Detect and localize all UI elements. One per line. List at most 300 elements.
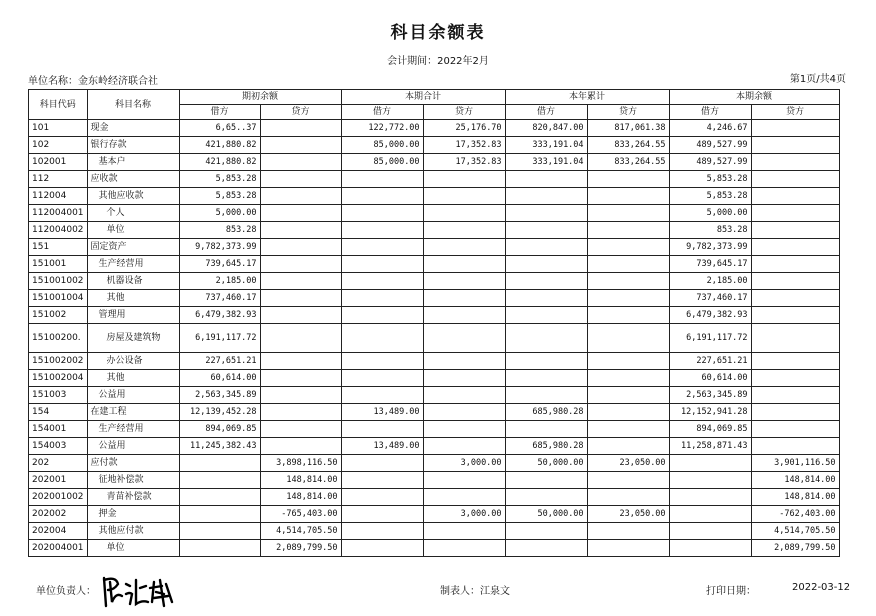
table-row [29, 171, 840, 188]
cell-cp-c [423, 353, 505, 370]
table-row [29, 421, 840, 438]
cell-yt-c [587, 239, 669, 256]
cell-cp-d [341, 506, 423, 523]
cell-yt-c: 817,061.38 [587, 120, 669, 137]
cell-yt-d [505, 523, 587, 540]
cell-cb-c [751, 290, 839, 307]
cell-yt-d: 685,980.28 [505, 438, 587, 455]
cell-cb-c [751, 154, 839, 171]
cell-ob-d: 11,245,382.43 [179, 438, 260, 455]
cell-cp-d [341, 188, 423, 205]
table-row [29, 154, 840, 171]
cell-yt-c: 23,050.00 [587, 455, 669, 472]
cell-cb-d [669, 455, 751, 472]
cell-code: 202002 [29, 506, 88, 523]
cell-cb-c: 148,814.00 [751, 489, 839, 506]
table-row [29, 489, 840, 506]
cell-name: 银行存款 [87, 137, 179, 154]
cell-name: 其他 [87, 370, 179, 387]
cell-cp-c [423, 540, 505, 557]
cell-yt-d [505, 188, 587, 205]
cell-cp-c [423, 222, 505, 239]
cell-cb-d [669, 506, 751, 523]
cell-ob-d [179, 455, 260, 472]
cell-cp-c [423, 523, 505, 540]
cell-yt-c [587, 523, 669, 540]
cell-yt-d [505, 370, 587, 387]
cell-name: 青苗补偿款 [87, 489, 179, 506]
cell-cp-c [423, 188, 505, 205]
header-debit: 借方 [179, 105, 260, 120]
cell-ob-d: 737,460.17 [179, 290, 260, 307]
cell-yt-d [505, 472, 587, 489]
cell-name: 管理用 [87, 307, 179, 324]
cell-ob-d: 739,645.17 [179, 256, 260, 273]
cell-ob-c [260, 307, 341, 324]
cell-code: 151001 [29, 256, 88, 273]
cell-ob-d [179, 489, 260, 506]
table-row [29, 540, 840, 557]
header-credit: 贷方 [751, 105, 839, 120]
header-code: 科目代码 [29, 90, 88, 120]
cell-cb-c [751, 171, 839, 188]
cell-cb-d: 6,479,382.93 [669, 307, 751, 324]
cell-yt-c [587, 353, 669, 370]
cell-cb-d: 11,258,871.43 [669, 438, 751, 455]
cell-cp-d [341, 353, 423, 370]
handwritten-signature [100, 572, 180, 612]
cell-yt-d [505, 324, 587, 353]
cell-cp-c [423, 438, 505, 455]
cell-cp-c [423, 324, 505, 353]
table-row [29, 290, 840, 307]
cell-cb-c [751, 307, 839, 324]
cell-ob-c [260, 324, 341, 353]
table-row [29, 455, 840, 472]
cell-ob-c: 148,814.00 [260, 489, 341, 506]
cell-yt-c: 23,050.00 [587, 506, 669, 523]
cell-cb-c [751, 421, 839, 438]
cell-ob-c [260, 120, 341, 137]
cell-ob-d: 421,880.82 [179, 137, 260, 154]
cell-ob-d [179, 506, 260, 523]
cell-cb-d: 489,527.99 [669, 137, 751, 154]
cell-ob-c [260, 421, 341, 438]
cell-code: 151003 [29, 387, 88, 404]
cell-name: 其他 [87, 290, 179, 307]
cell-ob-c [260, 171, 341, 188]
cell-cp-c [423, 404, 505, 421]
cell-code: 151002002 [29, 353, 88, 370]
cell-cp-c: 25,176.70 [423, 120, 505, 137]
cell-code: 151001004 [29, 290, 88, 307]
cell-ob-d [179, 523, 260, 540]
cell-cp-c [423, 421, 505, 438]
cell-cp-c [423, 239, 505, 256]
cell-cp-d [341, 324, 423, 353]
cell-cp-d [341, 540, 423, 557]
cell-cb-d: 12,152,941.28 [669, 404, 751, 421]
cell-ob-d: 6,65..37 [179, 120, 260, 137]
table-row [29, 239, 840, 256]
cell-ob-d [179, 472, 260, 489]
cell-yt-c [587, 387, 669, 404]
cell-cb-c [751, 273, 839, 290]
cell-name: 固定资产 [87, 239, 179, 256]
cell-ob-c: -765,403.00 [260, 506, 341, 523]
cell-code: 102 [29, 137, 88, 154]
cell-code: 15100200. [29, 324, 88, 353]
cell-ob-c [260, 154, 341, 171]
table-row [29, 506, 840, 523]
balance-table [28, 89, 840, 557]
cell-yt-d [505, 239, 587, 256]
header-credit: 贷方 [260, 105, 341, 120]
cell-code: 151001002 [29, 273, 88, 290]
cell-cp-d [341, 370, 423, 387]
cell-yt-d [505, 205, 587, 222]
cell-yt-d [505, 540, 587, 557]
table-row [29, 188, 840, 205]
cell-cb-d: 489,527.99 [669, 154, 751, 171]
cell-yt-d [505, 256, 587, 273]
cell-cp-c [423, 307, 505, 324]
cell-cp-c: 3,000.00 [423, 455, 505, 472]
cell-cp-d [341, 222, 423, 239]
cell-yt-d [505, 387, 587, 404]
cell-ob-c [260, 256, 341, 273]
cell-cp-c [423, 171, 505, 188]
cell-cb-c [751, 370, 839, 387]
table-row [29, 205, 840, 222]
cell-cp-d: 13,489.00 [341, 438, 423, 455]
cell-name: 个人 [87, 205, 179, 222]
cell-name: 单位 [87, 222, 179, 239]
cell-cp-d: 85,000.00 [341, 154, 423, 171]
cell-cb-c [751, 438, 839, 455]
cell-ob-c [260, 290, 341, 307]
cell-yt-d: 333,191.04 [505, 137, 587, 154]
cell-ob-d: 227,651.21 [179, 353, 260, 370]
table-row [29, 472, 840, 489]
table-row [29, 387, 840, 404]
cell-name: 机器设备 [87, 273, 179, 290]
cell-yt-d: 50,000.00 [505, 506, 587, 523]
header-debit: 借方 [669, 105, 751, 120]
cell-cb-d: 739,645.17 [669, 256, 751, 273]
header-current: 本期合计 [341, 90, 505, 105]
cell-code: 154 [29, 404, 88, 421]
cell-yt-c [587, 540, 669, 557]
cell-code: 102001 [29, 154, 88, 171]
cell-name: 征地补偿款 [87, 472, 179, 489]
report-title: 科目余额表 [390, 23, 486, 43]
cell-name: 基本户 [87, 154, 179, 171]
cell-cb-d: 2,185.00 [669, 273, 751, 290]
cell-yt-d [505, 421, 587, 438]
cell-cb-d: 853.28 [669, 222, 751, 239]
header-ytd: 本年累计 [505, 90, 669, 105]
cell-code: 154003 [29, 438, 88, 455]
cell-name: 生产经营用 [87, 421, 179, 438]
cell-cp-c [423, 489, 505, 506]
cell-ob-c [260, 387, 341, 404]
accounting-period: 会计期间：2022年2月 [387, 56, 489, 67]
table-row [29, 324, 840, 353]
cell-ob-d: 6,479,382.93 [179, 307, 260, 324]
cell-cb-c [751, 404, 839, 421]
header-opening: 期初余额 [179, 90, 341, 105]
header-debit: 借方 [341, 105, 423, 120]
cell-ob-c: 148,814.00 [260, 472, 341, 489]
table-row [29, 222, 840, 239]
cell-ob-c [260, 205, 341, 222]
table-body [29, 120, 840, 557]
cell-yt-c [587, 205, 669, 222]
cell-code: 202004 [29, 523, 88, 540]
cell-ob-c [260, 188, 341, 205]
cell-yt-c: 833,264.55 [587, 154, 669, 171]
cell-name: 押金 [87, 506, 179, 523]
cell-ob-c [260, 404, 341, 421]
cell-cb-c [751, 222, 839, 239]
cell-yt-c [587, 171, 669, 188]
header-debit: 借方 [505, 105, 587, 120]
cell-ob-d: 2,563,345.89 [179, 387, 260, 404]
cell-yt-d [505, 307, 587, 324]
cell-ob-c: 2,089,799.50 [260, 540, 341, 557]
cell-yt-c [587, 273, 669, 290]
cell-ob-c: 3,898,116.50 [260, 455, 341, 472]
cell-yt-c [587, 438, 669, 455]
cell-code: 151002004 [29, 370, 88, 387]
print-date-label: 打印日期： [706, 586, 756, 597]
cell-yt-c [587, 307, 669, 324]
print-date: 2022-03-12 [792, 582, 851, 593]
cell-cb-d [669, 540, 751, 557]
cell-name: 生产经营用 [87, 256, 179, 273]
cell-name: 其他应付款 [87, 523, 179, 540]
cell-cp-d [341, 273, 423, 290]
cell-cb-d [669, 489, 751, 506]
cell-cp-d [341, 171, 423, 188]
cell-ob-d: 9,782,373.99 [179, 239, 260, 256]
cell-ob-c [260, 137, 341, 154]
cell-code: 151002 [29, 307, 88, 324]
cell-yt-d [505, 290, 587, 307]
cell-cp-d [341, 256, 423, 273]
leader-label: 单位负责人： [36, 586, 96, 597]
table-row [29, 438, 840, 455]
table-row [29, 137, 840, 154]
cell-cp-c: 17,352.83 [423, 154, 505, 171]
cell-ob-c [260, 353, 341, 370]
cell-cb-c [751, 205, 839, 222]
cell-name: 应付款 [87, 455, 179, 472]
cell-code: 101 [29, 120, 88, 137]
header-credit: 贷方 [587, 105, 669, 120]
cell-cb-c: 3,901,116.50 [751, 455, 839, 472]
cell-ob-c [260, 239, 341, 256]
cell-code: 112004002 [29, 222, 88, 239]
cell-cb-d: 227,651.21 [669, 353, 751, 370]
cell-ob-d: 12,139,452.28 [179, 404, 260, 421]
cell-cp-d: 85,000.00 [341, 137, 423, 154]
cell-cb-d [669, 472, 751, 489]
cell-cb-c [751, 239, 839, 256]
cell-cp-d [341, 455, 423, 472]
cell-cb-d: 60,614.00 [669, 370, 751, 387]
cell-cb-d: 737,460.17 [669, 290, 751, 307]
unit-name: 单位名称：金东岭经济联合社 [28, 76, 158, 87]
cell-cb-c [751, 188, 839, 205]
cell-yt-c [587, 290, 669, 307]
cell-code: 202 [29, 455, 88, 472]
preparer-label: 制表人：江泉文 [440, 586, 510, 597]
cell-cb-c [751, 120, 839, 137]
cell-yt-d [505, 273, 587, 290]
header-name: 科目名称 [87, 90, 179, 120]
cell-yt-c [587, 256, 669, 273]
table-row [29, 273, 840, 290]
cell-yt-c [587, 222, 669, 239]
cell-name: 公益用 [87, 387, 179, 404]
table-row [29, 120, 840, 137]
cell-yt-d [505, 353, 587, 370]
table-row [29, 370, 840, 387]
header-credit: 贷方 [423, 105, 505, 120]
cell-name: 单位 [87, 540, 179, 557]
table-row [29, 404, 840, 421]
cell-ob-d: 60,614.00 [179, 370, 260, 387]
cell-code: 112 [29, 171, 88, 188]
cell-cp-c [423, 387, 505, 404]
cell-yt-c [587, 404, 669, 421]
cell-yt-d [505, 222, 587, 239]
cell-code: 202001002 [29, 489, 88, 506]
cell-cb-d: 9,782,373.99 [669, 239, 751, 256]
cell-cb-c: 4,514,705.50 [751, 523, 839, 540]
cell-ob-c [260, 222, 341, 239]
cell-cb-d: 5,853.28 [669, 188, 751, 205]
cell-yt-d: 50,000.00 [505, 455, 587, 472]
cell-cb-d: 894,069.85 [669, 421, 751, 438]
cell-code: 154001 [29, 421, 88, 438]
cell-ob-d: 6,191,117.72 [179, 324, 260, 353]
cell-ob-d: 5,000.00 [179, 205, 260, 222]
cell-cb-d: 2,563,345.89 [669, 387, 751, 404]
cell-cp-c [423, 370, 505, 387]
cell-name: 办公设备 [87, 353, 179, 370]
cell-cp-d: 122,772.00 [341, 120, 423, 137]
cell-cp-d [341, 205, 423, 222]
cell-cb-d: 4,246.67 [669, 120, 751, 137]
cell-code: 112004 [29, 188, 88, 205]
cell-yt-d [505, 171, 587, 188]
cell-cp-d [341, 307, 423, 324]
cell-name: 其他应收款 [87, 188, 179, 205]
cell-ob-c: 4,514,705.50 [260, 523, 341, 540]
cell-cb-c: -762,403.00 [751, 506, 839, 523]
cell-name: 现金 [87, 120, 179, 137]
cell-ob-c [260, 370, 341, 387]
table-row [29, 353, 840, 370]
cell-yt-c [587, 324, 669, 353]
cell-cb-c [751, 353, 839, 370]
cell-yt-c: 833,264.55 [587, 137, 669, 154]
cell-ob-d: 5,853.28 [179, 171, 260, 188]
cell-cb-c [751, 137, 839, 154]
cell-yt-c [587, 472, 669, 489]
cell-ob-d: 5,853.28 [179, 188, 260, 205]
cell-yt-c [587, 188, 669, 205]
cell-name: 公益用 [87, 438, 179, 455]
cell-cb-c [751, 256, 839, 273]
cell-cb-c: 148,814.00 [751, 472, 839, 489]
cell-cb-d: 6,191,117.72 [669, 324, 751, 353]
cell-code: 112004001 [29, 205, 88, 222]
cell-cp-c: 17,352.83 [423, 137, 505, 154]
cell-code: 202004001 [29, 540, 88, 557]
cell-cp-d [341, 290, 423, 307]
cell-yt-c [587, 489, 669, 506]
table-row [29, 307, 840, 324]
cell-cp-d [341, 421, 423, 438]
cell-ob-c [260, 273, 341, 290]
cell-yt-d [505, 489, 587, 506]
table-row [29, 523, 840, 540]
cell-cp-d [341, 472, 423, 489]
cell-yt-d: 333,191.04 [505, 154, 587, 171]
cell-cp-c [423, 256, 505, 273]
cell-code: 202001 [29, 472, 88, 489]
cell-yt-c [587, 421, 669, 438]
cell-cp-c [423, 290, 505, 307]
cell-name: 应收款 [87, 171, 179, 188]
cell-cp-c [423, 273, 505, 290]
cell-cb-d: 5,000.00 [669, 205, 751, 222]
cell-ob-d [179, 540, 260, 557]
cell-name: 在建工程 [87, 404, 179, 421]
cell-cp-c: 3,000.00 [423, 506, 505, 523]
cell-cp-d [341, 239, 423, 256]
cell-cp-d: 13,489.00 [341, 404, 423, 421]
cell-yt-c [587, 370, 669, 387]
cell-cp-c [423, 472, 505, 489]
cell-ob-c [260, 438, 341, 455]
header-closing: 本期余额 [669, 90, 839, 105]
cell-yt-d: 685,980.28 [505, 404, 587, 421]
cell-cb-c [751, 387, 839, 404]
cell-ob-d: 853.28 [179, 222, 260, 239]
cell-yt-d: 820,847.00 [505, 120, 587, 137]
cell-cp-c [423, 205, 505, 222]
page-number: 第1页/共4页 [789, 74, 846, 85]
cell-cp-d [341, 489, 423, 506]
cell-ob-d: 2,185.00 [179, 273, 260, 290]
cell-cb-d: 5,853.28 [669, 171, 751, 188]
cell-cp-d [341, 523, 423, 540]
cell-name: 房屋及建筑物 [87, 324, 179, 353]
cell-cp-d [341, 387, 423, 404]
cell-cb-c [751, 324, 839, 353]
cell-code: 151 [29, 239, 88, 256]
cell-cb-c: 2,089,799.50 [751, 540, 839, 557]
cell-ob-d: 894,069.85 [179, 421, 260, 438]
cell-cb-d [669, 523, 751, 540]
table-row [29, 256, 840, 273]
cell-ob-d: 421,880.82 [179, 154, 260, 171]
